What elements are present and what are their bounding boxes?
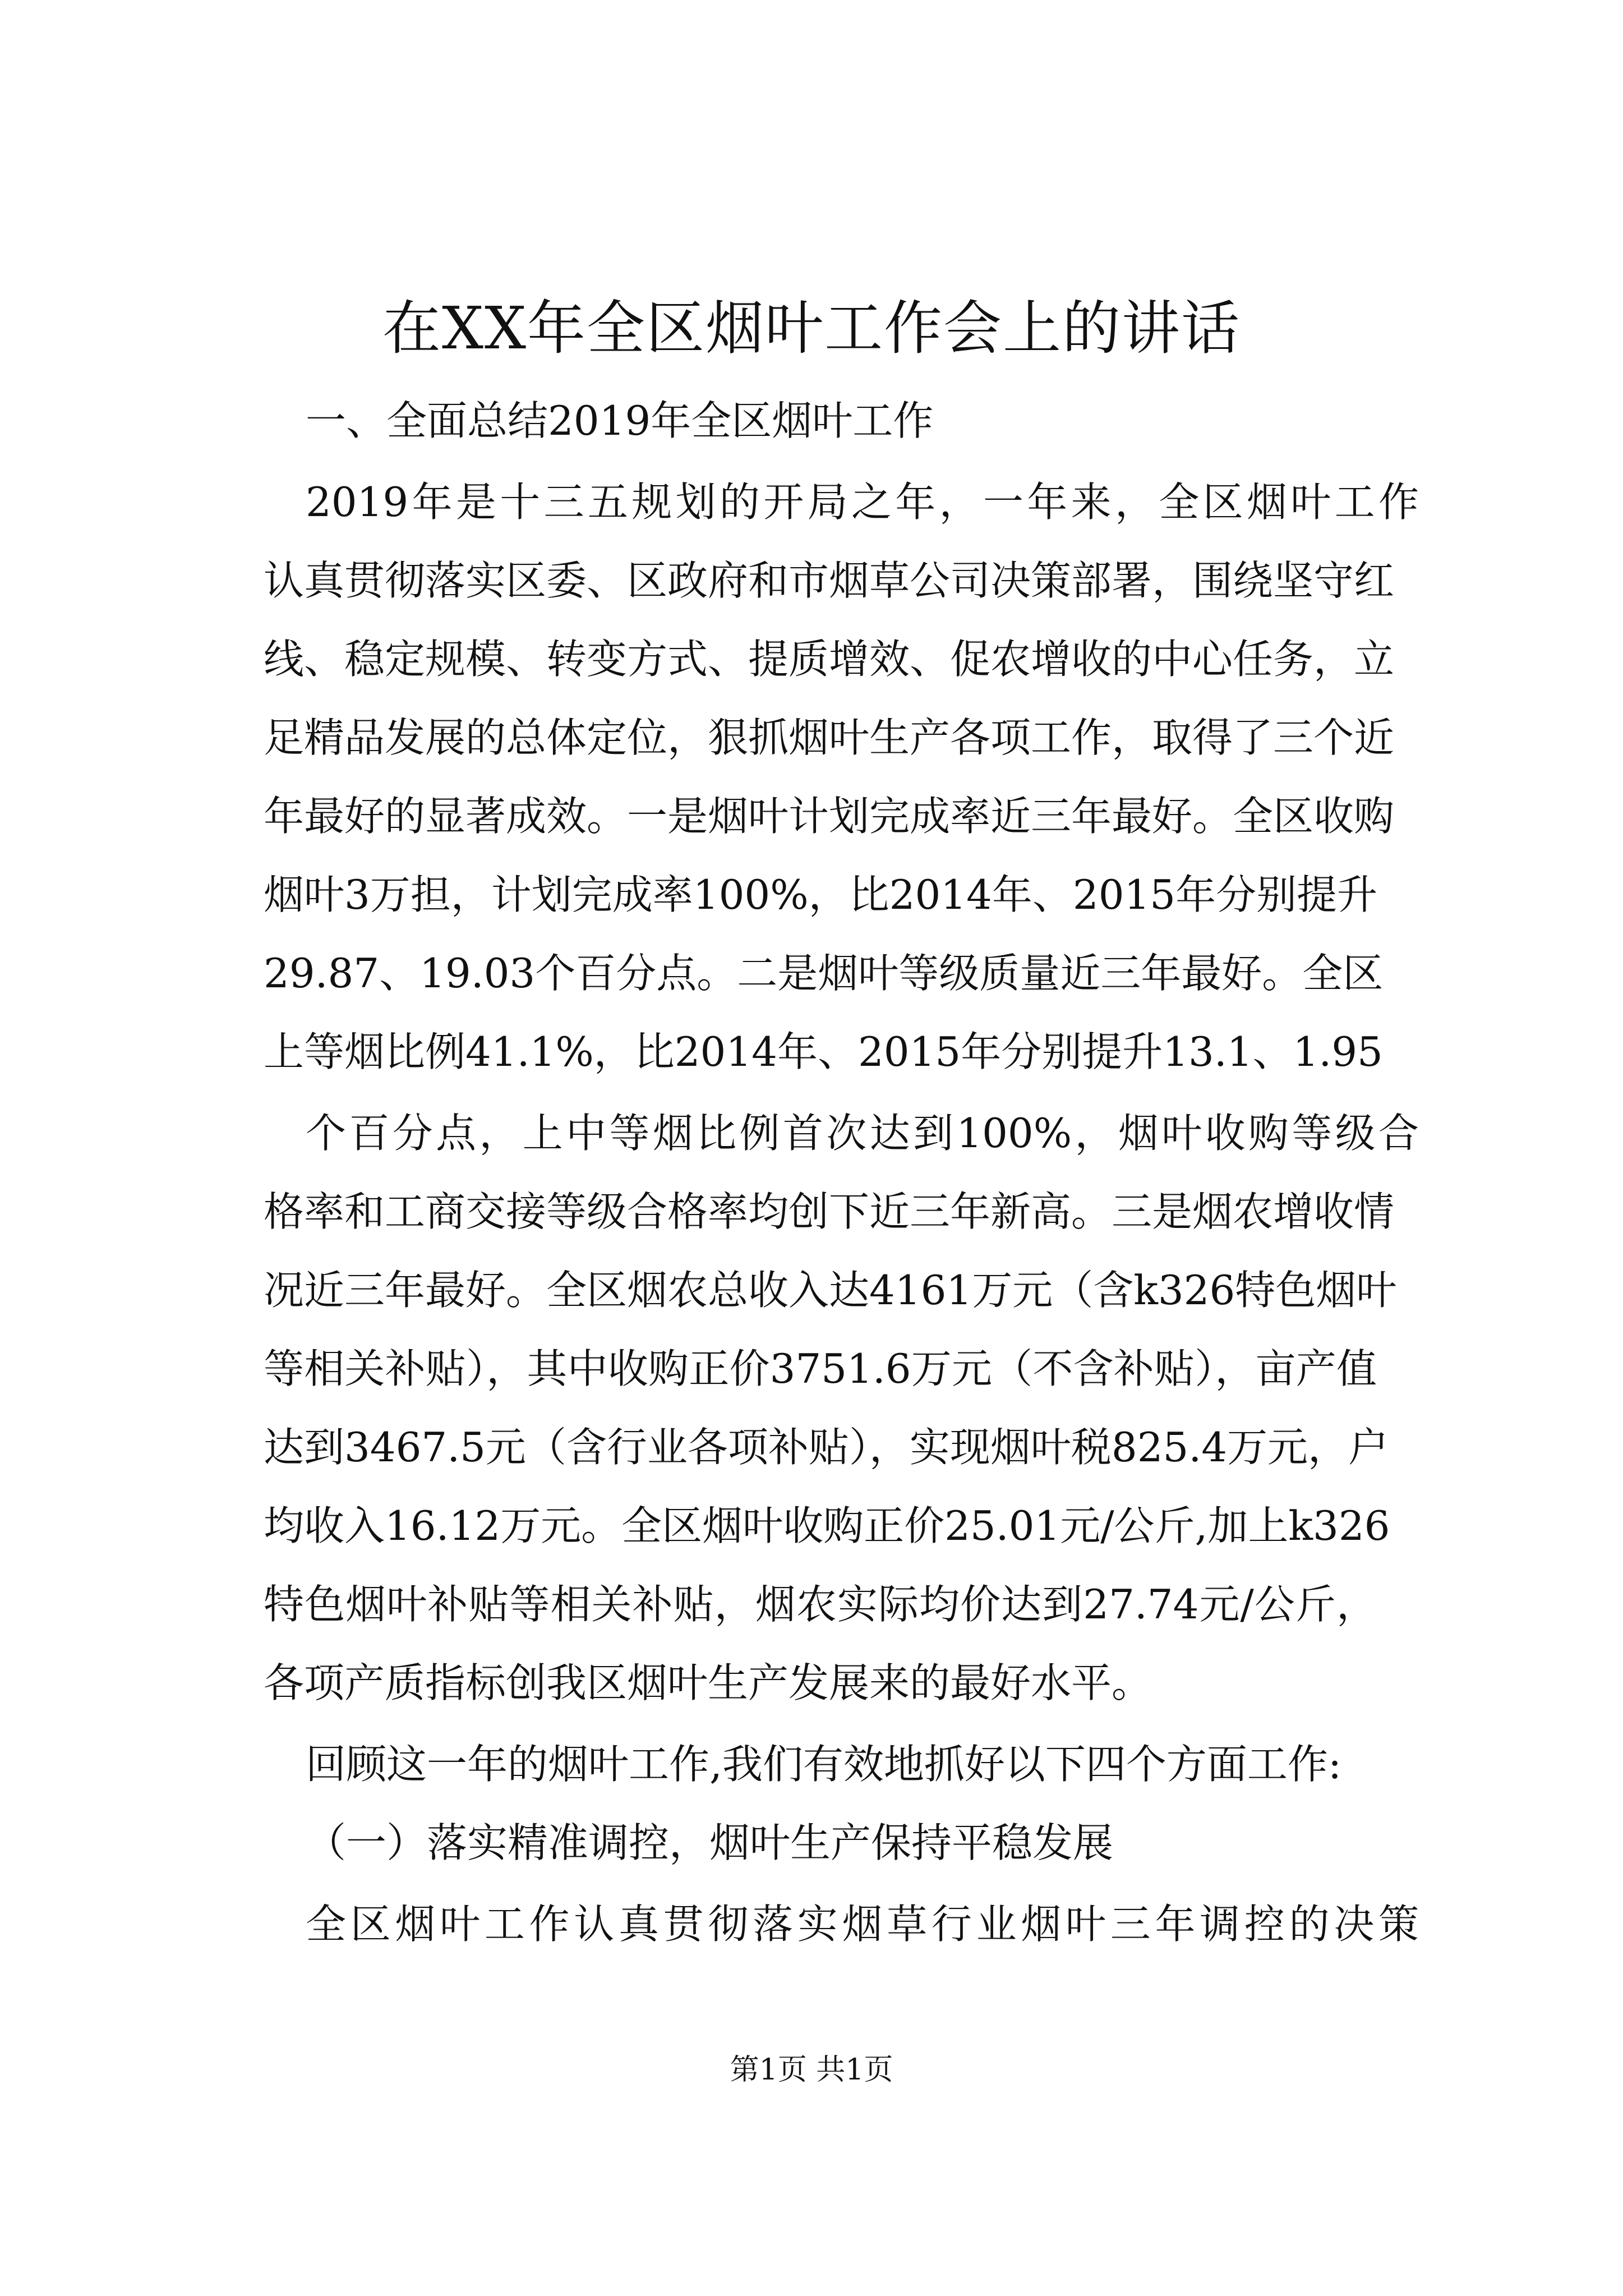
body-line: 回顾这一年的烟叶工作,我们有效地抓好以下四个方面工作: bbox=[306, 1741, 1342, 1788]
body-line: 格率和工商交接等级合格率均创下近三年新高。三是烟农增收情 bbox=[264, 1188, 1395, 1235]
document-title: 在XX年全区烟叶工作会上的讲话 bbox=[382, 294, 1241, 362]
body-line: 足精品发展的总体定位，狠抓烟叶生产各项工作，取得了三个近 bbox=[264, 714, 1395, 761]
body-line: 特色烟叶补贴等相关补贴，烟农实际均价达到27.74元/公斤， bbox=[264, 1581, 1377, 1628]
body-line: 烟叶3万担，计划完成率100%，比2014年、2015年分别提升 bbox=[264, 871, 1378, 918]
body-line: 上等烟比例41.1%，比2014年、2015年分别提升13.1、1.95 bbox=[264, 1028, 1383, 1075]
body-line: 2019年是十三五规划的开局之年，一年来，全区烟叶工作 bbox=[306, 478, 1419, 526]
body-line: 29.87、19.03个百分点。二是烟叶等级质量近三年最好。全区 bbox=[264, 950, 1384, 997]
body-line: 全区烟叶工作认真贯彻落实烟草行业烟叶三年调控的决策 bbox=[306, 1901, 1419, 1948]
body-line: 年最好的显著成效。一是烟叶计划完成率近三年最好。全区收购 bbox=[264, 793, 1395, 840]
body-line: 各项产质指标创我区烟叶生产发展来的最好水平。 bbox=[264, 1659, 1152, 1706]
body-line: 线、稳定规模、转变方式、提质增效、促农增收的中心任务，立 bbox=[264, 636, 1395, 683]
body-line: 况近三年最好。全区烟农总收入达4161万元（含k326特色烟叶 bbox=[264, 1267, 1397, 1314]
body-line: 均收入16.12万元。全区烟叶收购正价25.01元/公斤,加上k326 bbox=[264, 1502, 1390, 1549]
body-line: 个百分点，上中等烟比例首次达到100%，烟叶收购等级合 bbox=[306, 1110, 1419, 1157]
body-line: 等相关补贴），其中收购正价3751.6万元（不含补贴），亩产值 bbox=[264, 1345, 1377, 1392]
body-line: 认真贯彻落实区委、区政府和市烟草公司决策部署，围绕坚守红 bbox=[264, 557, 1395, 604]
section-heading: 一、全面总结2019年全区烟叶工作 bbox=[306, 397, 934, 444]
subsection-heading: （一）落实精准调控，烟叶生产保持平稳发展 bbox=[306, 1819, 1114, 1866]
body-line: 达到3467.5元（含行业各项补贴），实现烟叶税825.4万元，户 bbox=[264, 1424, 1389, 1471]
page-footer: 第1页 共1页 bbox=[730, 2053, 893, 2087]
